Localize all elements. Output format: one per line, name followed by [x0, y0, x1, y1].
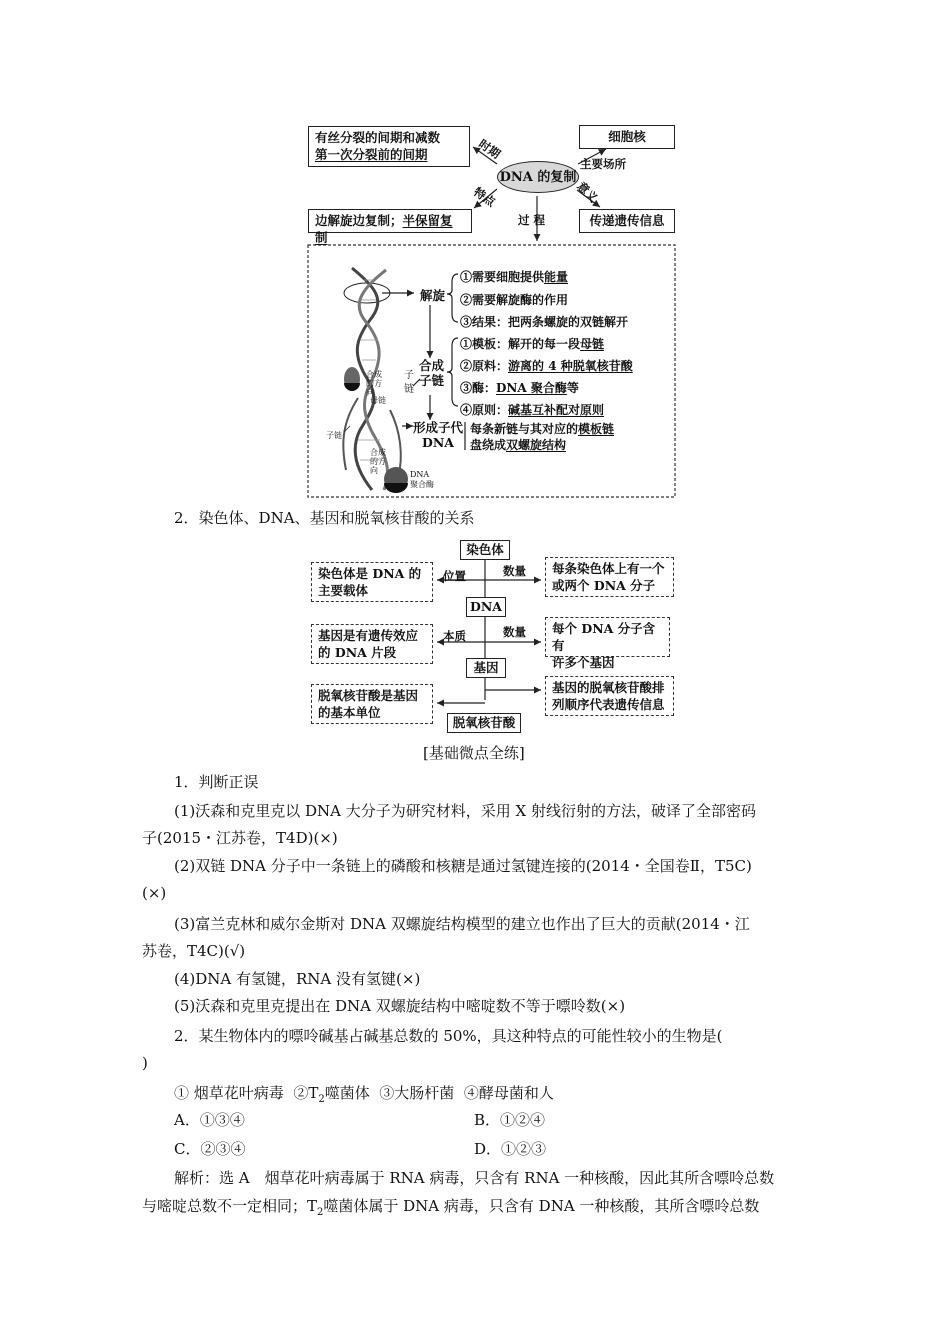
fig-label-mother: 母链: [370, 396, 386, 405]
meaning-box: [579, 209, 675, 233]
step3-text: 每条新链与其对应的模板链 盘绕成双螺旋结构: [470, 422, 615, 452]
right-box-2: 每个 DNA 分子含有 许多个基因: [545, 617, 670, 657]
feature-text-a: 边解旋边复制；: [315, 213, 403, 228]
q1-item-5: (5)沃森和克里克提出在 DNA 双螺旋结构中嘧啶数不等于嘌呤数(×): [174, 997, 626, 1015]
count-label-1: 数量: [503, 564, 526, 578]
fig-label-direction2: 合成 的方 向: [370, 448, 386, 475]
meaning-label: 意义: [574, 178, 601, 206]
left-box-1: 染色体是 DNA 的 主要载体: [311, 562, 433, 602]
center-label: DNA 的复制: [499, 170, 577, 185]
period-box: [308, 126, 470, 167]
choice-b[interactable]: B．①②④: [474, 1111, 546, 1129]
step1-label: 解旋: [420, 288, 446, 303]
section-title: [基础微点全练]: [423, 744, 525, 762]
q1-item-2b: (×): [142, 884, 167, 902]
choice-a[interactable]: A．①③④: [174, 1111, 245, 1129]
step3-line-2: DNA: [422, 435, 454, 450]
feature-label: 特点: [471, 184, 498, 210]
q1-item-3a: (3)富兰克林和威尔金斯对 DNA 双螺旋结构模型的建立也作出了巨大的贡献(2014・江: [174, 915, 750, 933]
step2-line-2: 子链: [419, 373, 445, 388]
q1-item-3b: 苏卷，T4C)(√): [142, 942, 246, 960]
step1-item-2: ②需要解旋酶的作用: [460, 293, 569, 307]
feature-text-b: 半保留复制: [315, 213, 453, 245]
left-box-2: 基因是有遗传效应 的 DNA 片段: [311, 624, 433, 664]
step2-item-3: ③酶：DNA 聚合酶等: [460, 381, 579, 395]
q1-item-4: (4)DNA 有氢键，RNA 没有氢键(×): [174, 970, 421, 988]
analysis-line-2: 与嘧啶总数不一定相同；$T_2$噬菌体属于 DNA 病毒，只含有 DNA 一种核酸，其所含嘌呤总数: [142, 1197, 760, 1218]
q1-item-1a: (1)沃森和克里克以 DNA 大分子为研究材料，采用 X 射线衍射的方法，破译了全部密码: [174, 802, 756, 820]
period-line-1: 有丝分裂的间期和减数: [315, 130, 441, 145]
gene-box: 基因: [466, 658, 506, 678]
fig-label-direction1: 合成 的方 向: [366, 370, 382, 397]
step3-line-1: 形成子代: [413, 420, 464, 435]
q1-title: 1．判断正误: [174, 773, 259, 791]
step2-line-1: 合成: [419, 358, 445, 373]
fig-label-child: 子链: [326, 431, 342, 440]
dna-box: DNA: [466, 597, 506, 617]
step1-item-3: ③结果：把两条螺旋的双链解开: [460, 315, 629, 329]
heading-2: 2．染色体、DNA、基因和脱氧核苷酸的关系: [174, 509, 475, 527]
process-label: 过 程: [518, 213, 546, 227]
period-label: 时期: [476, 136, 503, 162]
q2-title: 2．某生物体内的嘌呤碱基占碱基总数的 50%，具这种特点的可能性较小的生物是(: [174, 1027, 723, 1045]
site-box: [579, 125, 675, 149]
q2-paren: ): [142, 1054, 148, 1072]
left-box-3: 脱氧核苷酸是基因 的基本单位: [311, 684, 433, 724]
step3-label: [413, 420, 463, 450]
chromosome-box: 染色体: [460, 540, 510, 560]
position-label: 位置: [443, 569, 466, 583]
q2-options: ① 烟草花叶病毒 $②T_2$噬菌体 ③大肠杆菌 ④酵母菌和人: [174, 1084, 554, 1105]
step2-label: [419, 358, 444, 388]
q1-item-1b: 子(2015・江苏卷，T4D)(×): [142, 829, 338, 847]
fig-label-lian: 链: [404, 384, 414, 395]
site-text: 细胞核: [608, 129, 646, 144]
analysis-line-1: 解析：选 A 烟草花叶病毒属于 RNA 病毒，只含有 RNA 一种核酸，因此其所含嘌呤总数: [174, 1169, 775, 1187]
step1-item-1: ①需要细胞提供能量: [460, 270, 569, 284]
choice-c[interactable]: C．②③④: [174, 1140, 246, 1158]
meaning-text: 传递遗传信息: [589, 213, 665, 228]
right-box-3: 基因的脱氧核苷酸排 列顺序代表遗传信息: [545, 676, 674, 716]
q1-item-2a: (2)双链 DNA 分子中一条链上的磷酸和核糖是通过氢键连接的(2014・全国卷Ⅱ，T5C): [174, 857, 752, 875]
step2-item-1: ①模板：解开的每一段母链: [460, 337, 605, 351]
step2-item-2: ②原料：游离的 4 种脱氧核苷酸: [460, 359, 633, 373]
site-label: 主要场所: [580, 157, 626, 171]
nucleotide-box: 脱氧核苷酸: [447, 713, 521, 733]
fig-label-zi: 子: [404, 370, 414, 381]
fig-label-enzyme: DNA 聚合酶: [410, 470, 434, 489]
period-line-2: 第一次分裂前的间期: [315, 147, 428, 162]
feature-box: [308, 209, 472, 245]
right-box-1: 每条染色体上有一个 或两个 DNA 分子: [545, 557, 674, 597]
step2-item-4: ④原则：碱基互补配对原则: [460, 403, 605, 417]
choice-d[interactable]: D．①②③: [474, 1140, 547, 1158]
count-label-2: 数量: [503, 625, 526, 639]
nature-label: 本质: [443, 629, 466, 643]
center-ellipse: [497, 161, 579, 193]
